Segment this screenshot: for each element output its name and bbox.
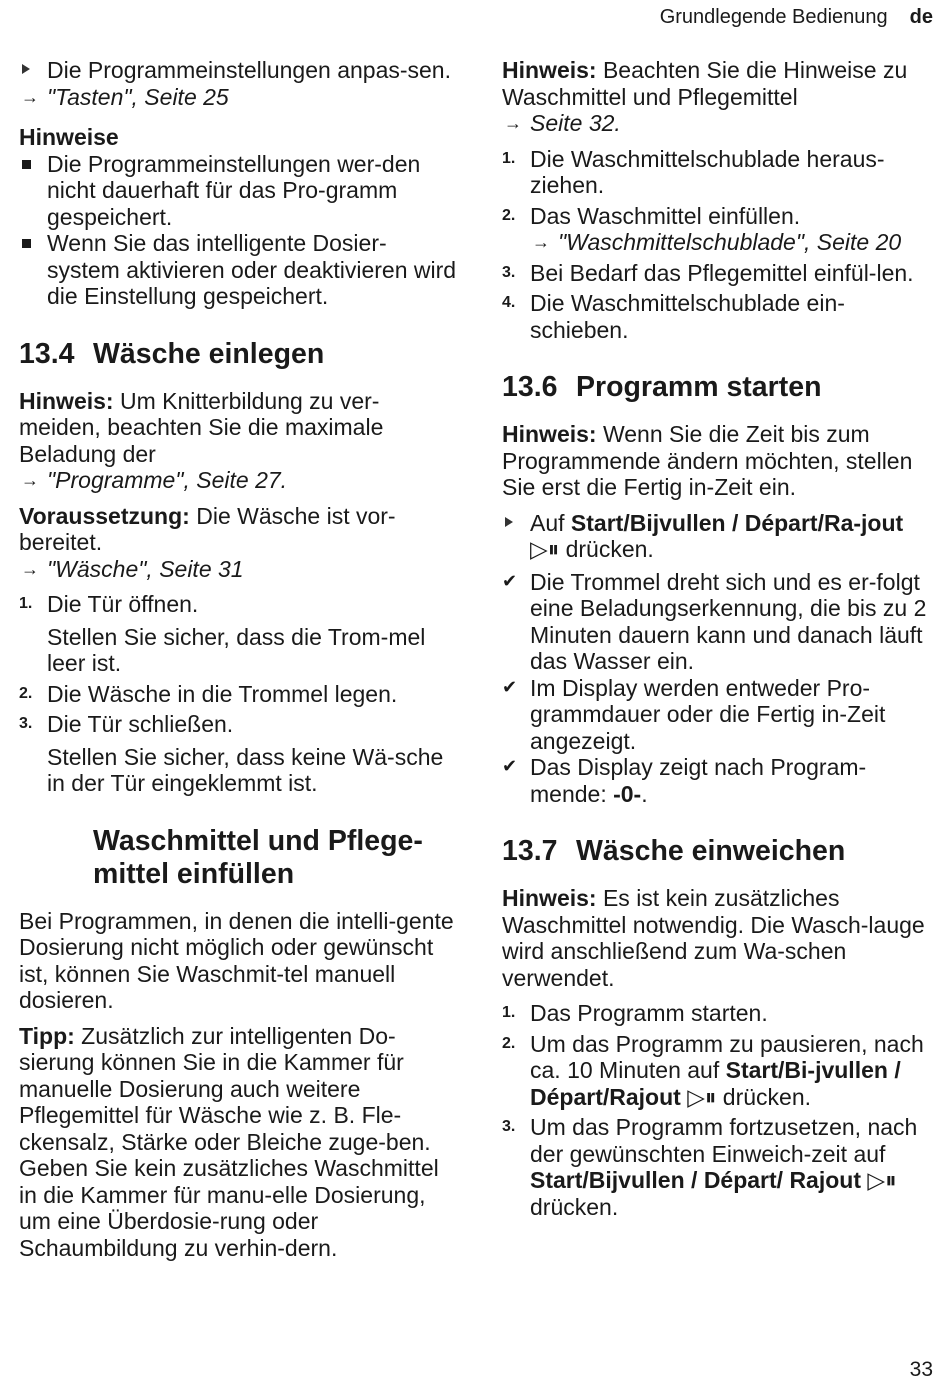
result-item: ✔ Im Display werden entweder Pro-grammdauer oder die Fertig in-Zeit angezeigt. <box>502 674 886 754</box>
page-number: 33 <box>909 1358 933 1381</box>
arrow-icon: → <box>504 113 522 133</box>
cross-reference[interactable]: → "Waschmittelschublade", Seite 20 <box>532 229 902 255</box>
display-value: -0- <box>613 780 642 807</box>
step-number: 1. <box>19 595 33 612</box>
arrow-icon: → <box>21 86 39 107</box>
adjust-step: Die Programmeinstellungen anpas-sen. <box>19 57 459 84</box>
numbered-step: 3. Die Tür schließen. <box>19 711 234 737</box>
step-detail: Stellen Sie sicher, dass die Trom-mel leer ist. <box>47 623 426 676</box>
numbered-step: 3. Um das Programm fortzusetzen, nach der gewünschten Einweich-zeit auf Start/Bijvullen / Départ/ Rajout ▷⏸ drücken. <box>502 1114 918 1220</box>
left-column <box>19 57 459 1261</box>
cross-reference[interactable]: → "Wäsche", Seite 31 <box>21 555 244 582</box>
cross-reference[interactable]: → "Tasten", Seite 25 <box>21 83 229 110</box>
header-language: de <box>909 6 933 28</box>
start-button-label: Start/Bijvullen / Départ/ Rajout <box>530 1167 861 1193</box>
notes-title: Hinweise <box>19 124 119 150</box>
step-detail: Stellen Sie sicher, dass keine Wä-sche in der Tür eingeklemmt ist. <box>47 743 444 796</box>
arrow-icon: → <box>21 558 39 579</box>
start-button-label: Start/Bi-jvullen / Départ/Rajout <box>530 1057 901 1110</box>
note-paragraph: Hinweis: Wenn Sie die Zeit bis zum Programmende ändern möchten, stellen Sie erst die Fertig in-Zeit ein. <box>502 421 913 500</box>
numbered-step: 4. Die Waschmittelschublade ein-schieben. <box>502 290 845 343</box>
numbered-step: 2. Um das Programm zu pausieren, nach ca. 10 Minuten auf Start/Bi-jvullen / Départ/Rajout ▷⏸ drücken. <box>502 1030 924 1110</box>
action-arrow-icon <box>505 517 513 527</box>
bullet-square-icon <box>22 160 31 169</box>
note-paragraph: Hinweis: Es ist kein zusätzliches Waschmittel notwendig. Die Wasch-lauge wird anschließend zum Wa-schen verwendet. <box>502 885 925 991</box>
start-pause-icon: ▷⏸ <box>530 536 560 562</box>
start-button-label: Start/Bijvullen / Départ/Ra-jout <box>570 509 904 536</box>
arrow-icon: → <box>532 232 550 252</box>
action-arrow-icon <box>22 64 30 74</box>
section-heading: 13.7 Wäsche einweichen <box>502 835 846 867</box>
step-number: 2. <box>19 684 33 702</box>
cross-reference[interactable]: → "Programme", Seite 27. <box>21 467 288 493</box>
note-item: Die Programmeinstellungen wer-den nicht dauerhaft für das Pro-gramm gespeichert. <box>19 151 459 231</box>
note-item: Wenn Sie das intelligente Dosier-system aktivieren oder deaktivieren wird die Einstellung gespeichert. <box>19 230 459 310</box>
result-item: ✔ Die Trommel dreht sich und es er-folgt eine Beladungserkennung, die bis zu 2 Minuten dauern kann und danach läuft das Wasser ein. <box>502 568 927 674</box>
step-number: 3. <box>502 263 516 281</box>
cross-reference[interactable]: → Seite 32. <box>504 110 621 136</box>
step-number: 3. <box>502 1118 516 1135</box>
numbered-step: 1. Die Waschmittelschublade heraus-ziehen. <box>502 145 885 198</box>
header-section: Grundlegende Bedienung <box>659 6 888 28</box>
section-heading: 13.4 Wäsche einlegen <box>19 337 325 370</box>
tip-paragraph: Tipp: Zusätzlich zur intelligenten Do-sierung können Sie in die Kammer für manuelle Dosierung auch weitere Pflegemittel für Wäsche wie z. B. Fle-ckensalz, Stärke oder Bleiche zuge-ben. Geben Sie kein zusätzliches Waschmittel in die Kammer für manu-elle Dosierung, um eine Überdosie-rung oder Schaumbildung zu verhin-dern. <box>19 1022 439 1261</box>
step-number: 2. <box>502 206 516 224</box>
arrow-icon: → <box>21 470 39 490</box>
numbered-step: 3. Bei Bedarf das Pflegemittel einfül-len. <box>502 259 914 286</box>
section-heading: Waschmittel und Pflege-mittel einfüllen <box>93 824 423 890</box>
section-heading: 13.6 Programm starten <box>502 371 822 403</box>
numbered-step: 2. Das Waschmittel einfüllen. <box>502 202 801 229</box>
checkmark-icon: ✔ <box>502 570 518 591</box>
checkmark-icon: ✔ <box>502 676 518 697</box>
step-number: 2. <box>502 1034 516 1052</box>
result-item: ✔ Das Display zeigt nach Program-mende: -0-. <box>502 754 867 807</box>
step-number: 4. <box>502 294 516 311</box>
numbered-step: 2. Die Wäsche in die Trommel legen. <box>19 680 398 707</box>
start-pause-icon: ▷⏸ <box>687 1083 717 1110</box>
prerequisite-paragraph: Voraussetzung: Die Wäsche ist vor-bereitet. <box>19 502 396 555</box>
start-pause-icon: ▷⏸ <box>867 1167 897 1193</box>
step-number: 1. <box>502 149 516 167</box>
note-paragraph: Hinweis: Um Knitterbildung zu ver-meiden, beachten Sie die maximale Beladung der <box>19 387 384 467</box>
step-number: 1. <box>502 1004 516 1021</box>
action-step: Auf Start/Bijvullen / Départ/Ra-jout ▷⏸ drücken. <box>502 510 932 563</box>
numbered-step: 1. Das Programm starten. <box>502 1000 768 1026</box>
step-number: 3. <box>19 715 33 732</box>
running-header <box>660 6 933 29</box>
note-paragraph: Hinweis: Beachten Sie die Hinweise zu Waschmittel und Pflegemittel <box>502 57 908 110</box>
bullet-square-icon <box>22 239 31 248</box>
right-column <box>502 57 932 1220</box>
intro-paragraph: Bei Programmen, in denen die intelli-gente Dosierung nicht möglich oder gewünscht ist, können Sie Waschmit-tel manuell dosieren. <box>19 907 454 1013</box>
checkmark-icon: ✔ <box>502 756 518 776</box>
numbered-step: 1. Die Tür öffnen. <box>19 591 199 617</box>
